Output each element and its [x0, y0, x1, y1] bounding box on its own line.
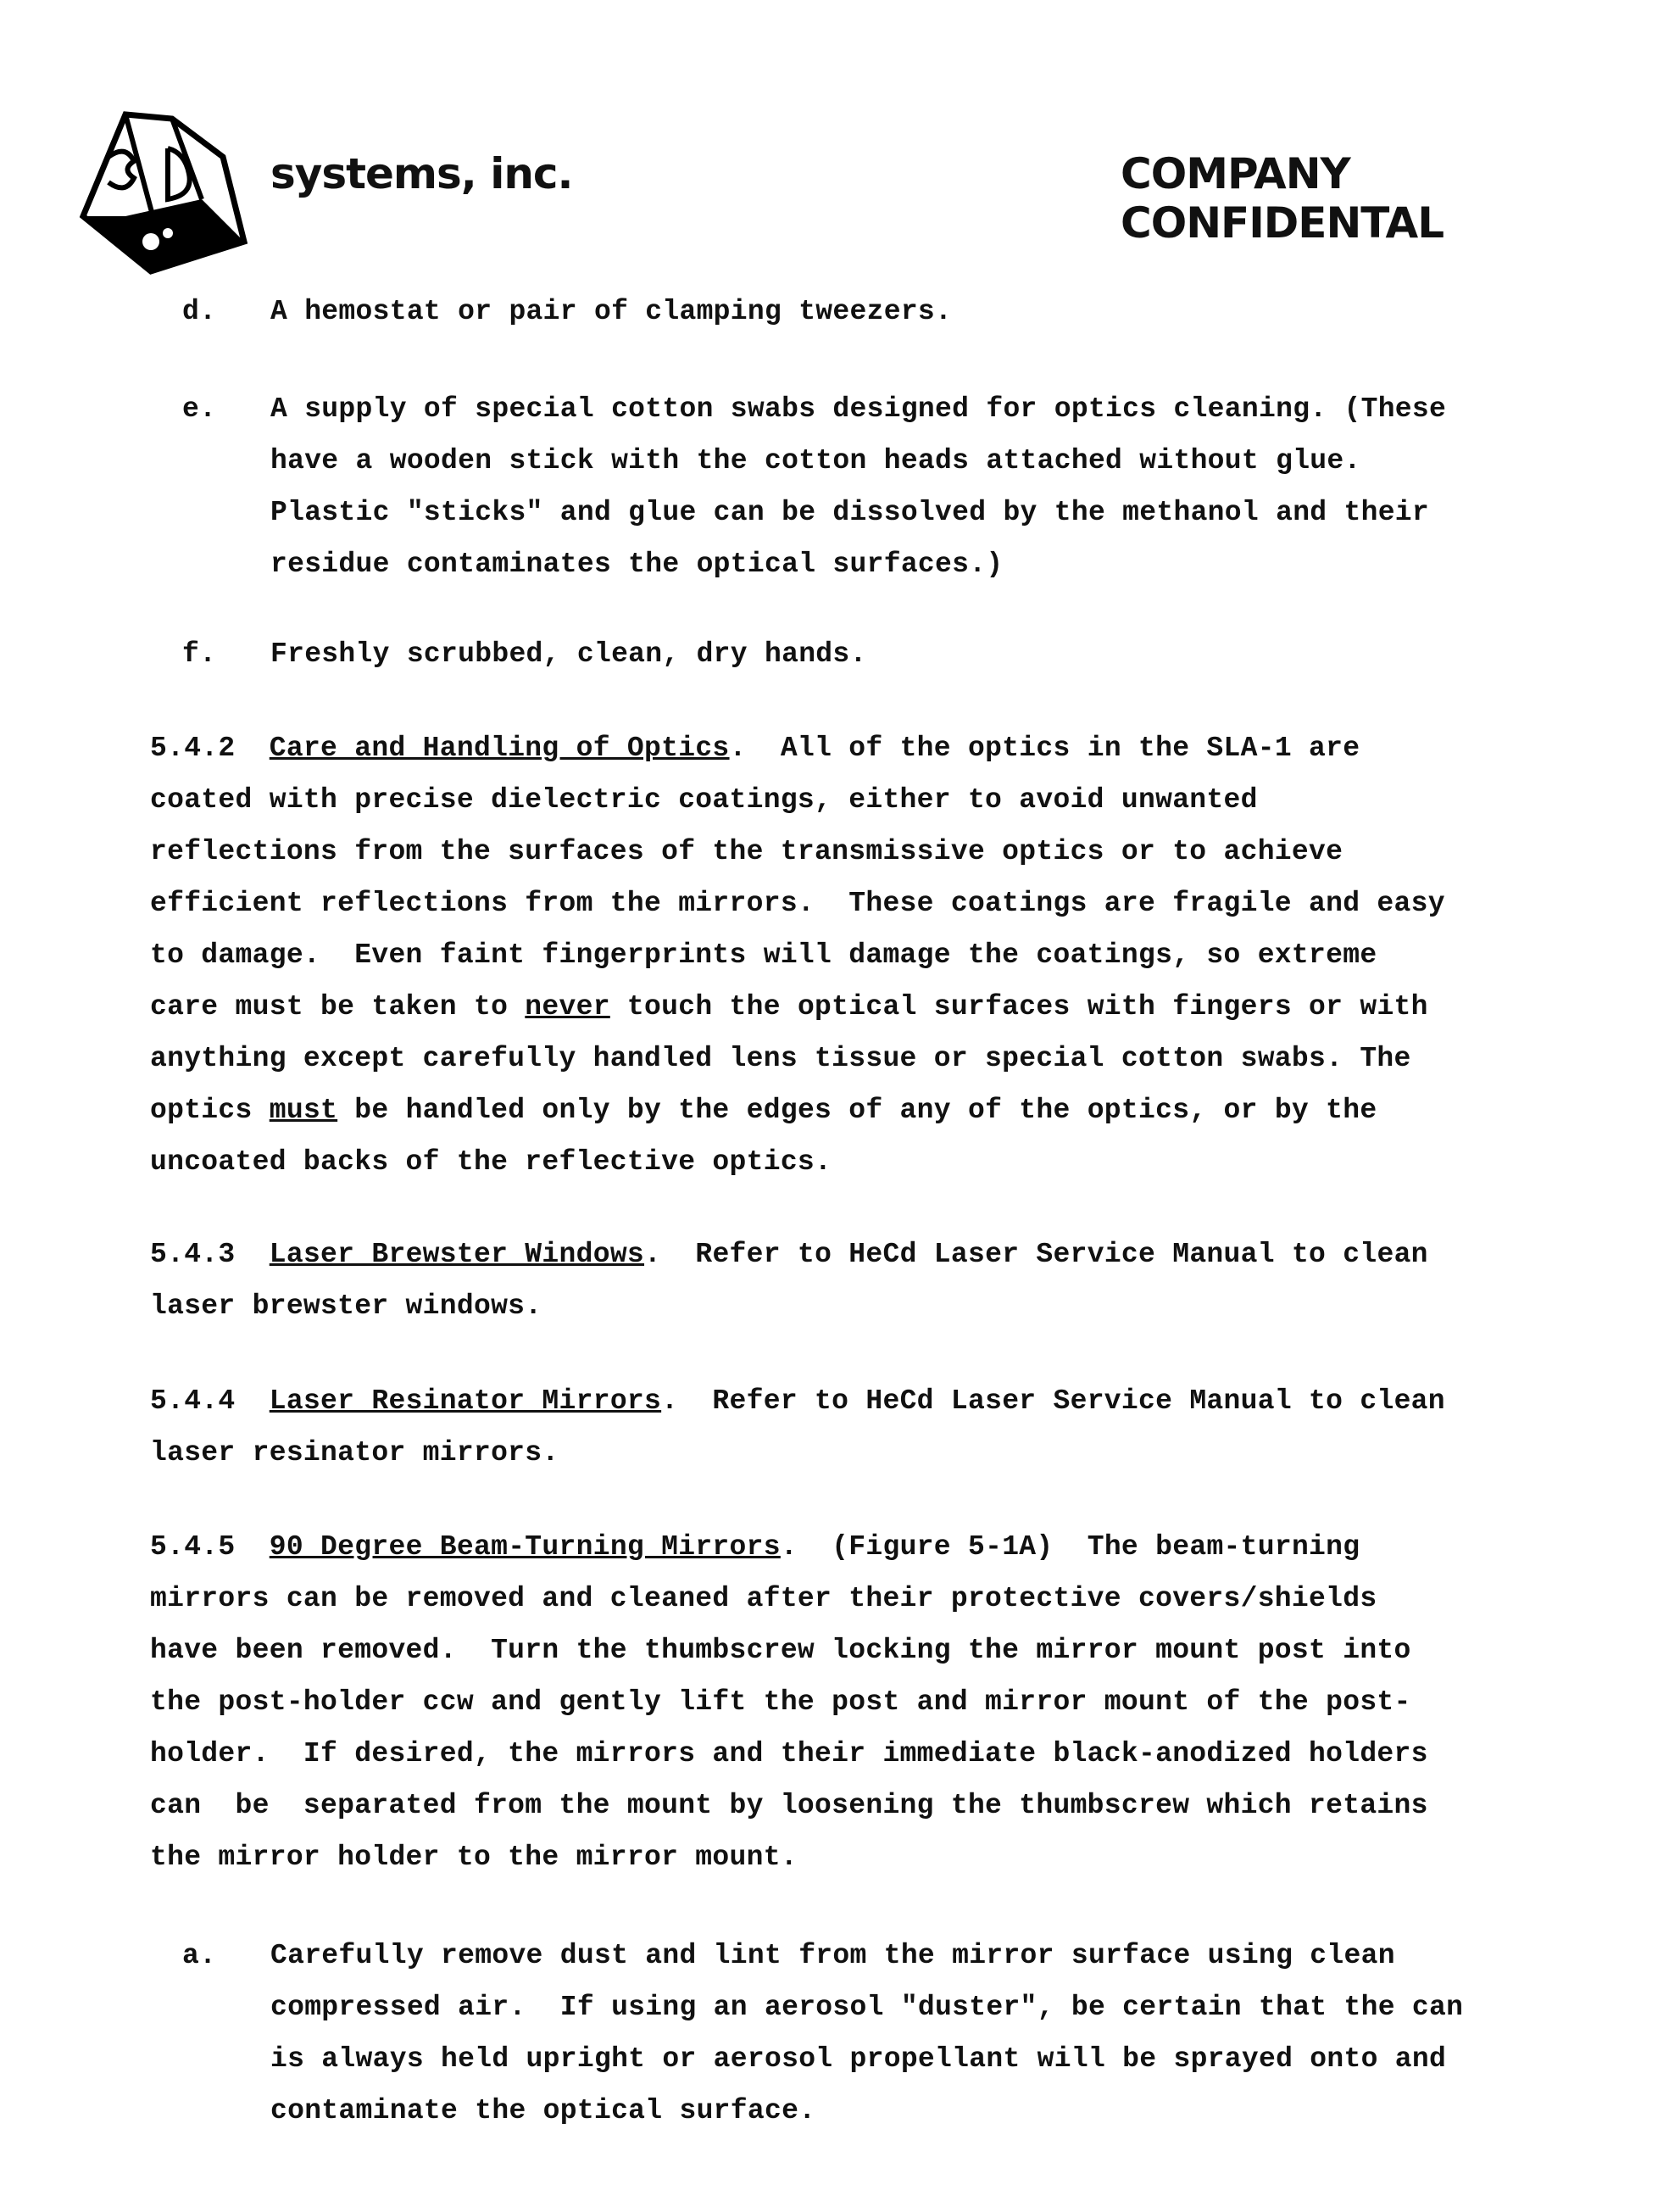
item-line: A supply of special cotton swabs designed for optics cleaning. (These — [270, 383, 1446, 435]
company-name: systems, inc. — [270, 149, 573, 198]
section-text: optics — [150, 1095, 270, 1126]
section-line: anything except carefully handled lens tissue or special cotton swabs. The — [150, 1033, 1591, 1084]
section-text: . Refer to HeCd Laser Service Manual to clean — [644, 1239, 1428, 1270]
section-title: 90 Degree Beam-Turning Mirrors — [270, 1531, 781, 1563]
section-line: have been removed. Turn the thumbscrew locking the mirror mount post into — [150, 1625, 1591, 1676]
section-text: touch the optical surfaces with fingers or with — [610, 991, 1428, 1023]
section-line: can be separated from the mount by loosening the thumbscrew which retains — [150, 1780, 1591, 1831]
section-line: uncoated backs of the reflective optics. — [150, 1136, 1591, 1188]
section-title: Care and Handling of Optics — [270, 733, 730, 764]
confidential-label: COMPANY CONFIDENTAL — [1121, 149, 1680, 248]
section-text: . (Figure 5-1A) The beam-turning — [781, 1531, 1360, 1563]
section-5-4-4 — [150, 1375, 1591, 1479]
section-text: care must be taken to — [150, 991, 525, 1023]
section-number: 5.4.4 — [150, 1385, 236, 1417]
item-line: Plastic "sticks" and glue can be dissolved by the methanol and their — [270, 487, 1446, 538]
section-title: Laser Brewster Windows — [270, 1239, 644, 1270]
section-title: Laser Resinator Mirrors — [270, 1385, 661, 1417]
section-number: 5.4.2 — [150, 733, 236, 764]
section-5-4-2 — [150, 722, 1591, 1188]
section-line: to damage. Even faint fingerprints will damage the coatings, so extreme — [150, 929, 1591, 981]
item-label: f. — [182, 628, 216, 680]
section-line: coated with precise dielectric coatings, either to avoid unwanted — [150, 774, 1591, 826]
section-line: efficient reflections from the mirrors. These coatings are fragile and easy — [150, 878, 1591, 929]
section-line: reflections from the surfaces of the transmissive optics or to achieve — [150, 826, 1591, 878]
item-line: have a wooden stick with the cotton heads attached without glue. — [270, 435, 1446, 487]
section-5-4-3 — [150, 1229, 1591, 1332]
item-line: A hemostat or pair of clamping tweezers. — [270, 286, 952, 337]
section-text: . Refer to HeCd Laser Service Manual to clean — [661, 1385, 1445, 1417]
section-line: laser resinator mirrors. — [150, 1427, 1591, 1479]
section-line: holder. If desired, the mirrors and their immediate black-anodized holders — [150, 1728, 1591, 1780]
section-number: 5.4.3 — [150, 1239, 236, 1270]
emphasis-never: never — [525, 991, 610, 1023]
item-label: a. — [182, 1930, 216, 1981]
item-label: d. — [182, 286, 216, 337]
section-number: 5.4.5 — [150, 1531, 236, 1563]
item-line: Freshly scrubbed, clean, dry hands. — [270, 628, 867, 680]
section-5-4-5 — [150, 1521, 1591, 1883]
item-line: is always held upright or aerosol propellant will be sprayed onto and — [270, 2033, 1463, 2085]
item-line: contaminate the optical surface. — [270, 2085, 1463, 2137]
company-logo — [75, 106, 261, 276]
section-text: be handled only by the edges of any of the optics, or by the — [337, 1095, 1377, 1126]
item-line: residue contaminates the optical surfaces.) — [270, 538, 1446, 590]
item-line: compressed air. If using an aerosol "duster", be certain that the can — [270, 1981, 1463, 2033]
section-line: laser brewster windows. — [150, 1280, 1591, 1332]
section-line: mirrors can be removed and cleaned after their protective covers/shields — [150, 1573, 1591, 1625]
item-line: Carefully remove dust and lint from the mirror surface using clean — [270, 1930, 1463, 1981]
section-line: the post-holder ccw and gently lift the post and mirror mount of the post- — [150, 1676, 1591, 1728]
item-label: e. — [182, 383, 216, 435]
section-text: . All of the optics in the SLA-1 are — [730, 733, 1360, 764]
emphasis-must: must — [270, 1095, 337, 1126]
section-line: the mirror holder to the mirror mount. — [150, 1831, 1591, 1883]
